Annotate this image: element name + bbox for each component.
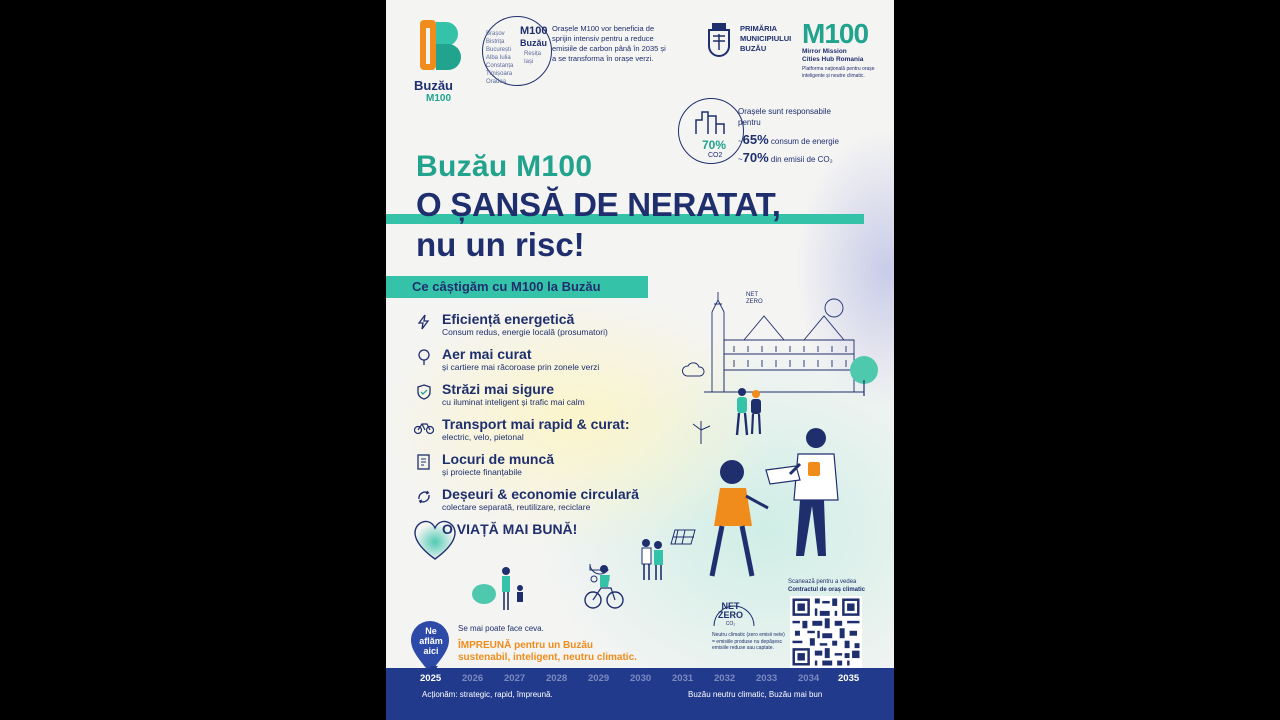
platform-description: Platforma națională pentru orașe inteligente și neutre climatic. — [802, 66, 875, 79]
extra-cities: Reșița Iași — [524, 51, 542, 65]
timeline-year: 2030 — [630, 673, 652, 684]
benefit-subtitle: și cartiere mai răcoroase prin zonele verzi — [442, 362, 600, 372]
intro-text: Orașele M100 vor beneficia de sprijin intensiv pentru a reduce emisiile de carbon până în 2035 și a se transforma în orașe verzi. — [552, 24, 666, 63]
timeline-left-text: Acționăm: strategic, rapid, împreună. — [422, 690, 553, 699]
globe-percentage: 70% — [702, 138, 727, 152]
timeline-marker — [430, 666, 438, 671]
headline-sub: nu un risc! — [416, 226, 585, 263]
m100-badge-subtitle: Buzău — [520, 38, 547, 48]
net-zero-label: NET ZERO CO₂ — [718, 601, 744, 627]
solar-panel-icon — [668, 522, 698, 548]
bicycle-icon — [414, 419, 434, 435]
svg-text:NET: NET — [746, 292, 758, 298]
timeline-right-text: Buzău neutru climatic, Buzău mai bun — [688, 690, 823, 699]
benefit-title: Eficiență energetică — [442, 311, 575, 327]
shield-icon — [416, 384, 432, 400]
benefit-subtitle: Consum redus, energie locală (prosumatori) — [442, 327, 608, 337]
timeline-year: 2026 — [462, 673, 484, 684]
benefit-subtitle: electric, velo, pietonal — [442, 432, 524, 442]
stat-energy: ~65% consum de energie — [738, 132, 839, 147]
elderly-couple-illustration — [638, 538, 668, 582]
timeline-year: 2029 — [588, 673, 610, 684]
logo-name: Buzău — [414, 78, 453, 93]
timeline-year: 2027 — [504, 673, 526, 684]
logo-sub: M100 — [426, 93, 452, 104]
headline-main: O ȘANSĂ DE NERATAT, — [416, 186, 781, 223]
co2-cloud-icon — [682, 360, 706, 380]
benefit-subtitle: colectare separată, reutilizare, reciclare — [442, 502, 591, 512]
benefit-subtitle: cu iluminat inteligent și trafic mai calm — [442, 397, 585, 407]
globe-co2-label: CO2 — [708, 152, 723, 159]
buzau-logo-mark — [416, 18, 462, 74]
svg-text:ZERO: ZERO — [746, 299, 763, 305]
call-to-action: ÎMPREUNĂ pentru un Buzău sustenabil, inteligent, neutru climatic. — [458, 640, 637, 663]
mirror-logo-mark: M100 — [802, 18, 869, 49]
timeline-year: 2028 — [546, 673, 568, 684]
stats-intro: Orașele sunt responsabile pentru — [738, 107, 831, 127]
primaria-label: PRIMĂRIA MUNICIPIULUI BUZĂU — [740, 24, 792, 53]
benefit-title: Locuri de muncă — [442, 451, 555, 467]
benefit-title: Aer mai curat — [442, 346, 532, 362]
timeline-year: 2035 — [838, 673, 860, 684]
lightning-icon — [416, 314, 432, 330]
woman-illustration — [702, 460, 782, 584]
m100-badge-title: M100 — [520, 25, 548, 37]
timeline-year: 2033 — [756, 673, 778, 684]
cyclist-illustration — [584, 564, 624, 610]
headline-title: Buzău M100 — [416, 150, 593, 183]
family-illustration — [472, 566, 532, 612]
poster — [386, 0, 894, 720]
mirror-logo-text: Mirror Mission Cities Hub Romania — [802, 48, 864, 63]
document-icon — [416, 454, 432, 470]
benefit-title: Străzi mai sigure — [442, 381, 555, 397]
timeline-year: 2025 — [420, 673, 442, 684]
cities-list: Brașov Bistrița București Alba Iulia Constanța Timișoara Oradea — [486, 31, 514, 85]
city-icon — [692, 106, 732, 136]
timeline-year: 2031 — [672, 673, 694, 684]
city-hall-illustration — [704, 270, 894, 400]
section-title: Ce câștigăm cu M100 la Buzău — [412, 279, 601, 294]
qr-caption: Scanează pentru a vedea Contractul de oraș climatic — [788, 579, 866, 593]
location-pin-label: Ne aflăm aici — [419, 626, 443, 656]
qr-code[interactable] — [790, 596, 862, 668]
crest-icon — [706, 22, 732, 62]
better-life-slogan: O VIAȚĂ MAI BUNĂ! — [442, 521, 578, 537]
call-to-action-intro: Se mai poate face ceva. — [458, 624, 544, 633]
benefit-subtitle: și proiecte finanțabile — [442, 467, 522, 477]
timeline-year: 2032 — [714, 673, 736, 684]
stat-emissions: ~70% din emisii de CO₂ — [738, 150, 833, 165]
benefit-title: Transport mai rapid & curat: — [442, 416, 630, 432]
timeline-year: 2034 — [798, 673, 820, 684]
tree-icon — [416, 349, 432, 365]
net-zero-description: Neutru climatic (zero emisii nete) = emisiile produse nu depășesc emisiile reduse sau captate. — [712, 632, 785, 651]
recycle-icon — [416, 489, 432, 505]
wind-turbine-icon — [688, 420, 714, 444]
benefit-title: Deșeuri & economie circulară — [442, 486, 639, 502]
